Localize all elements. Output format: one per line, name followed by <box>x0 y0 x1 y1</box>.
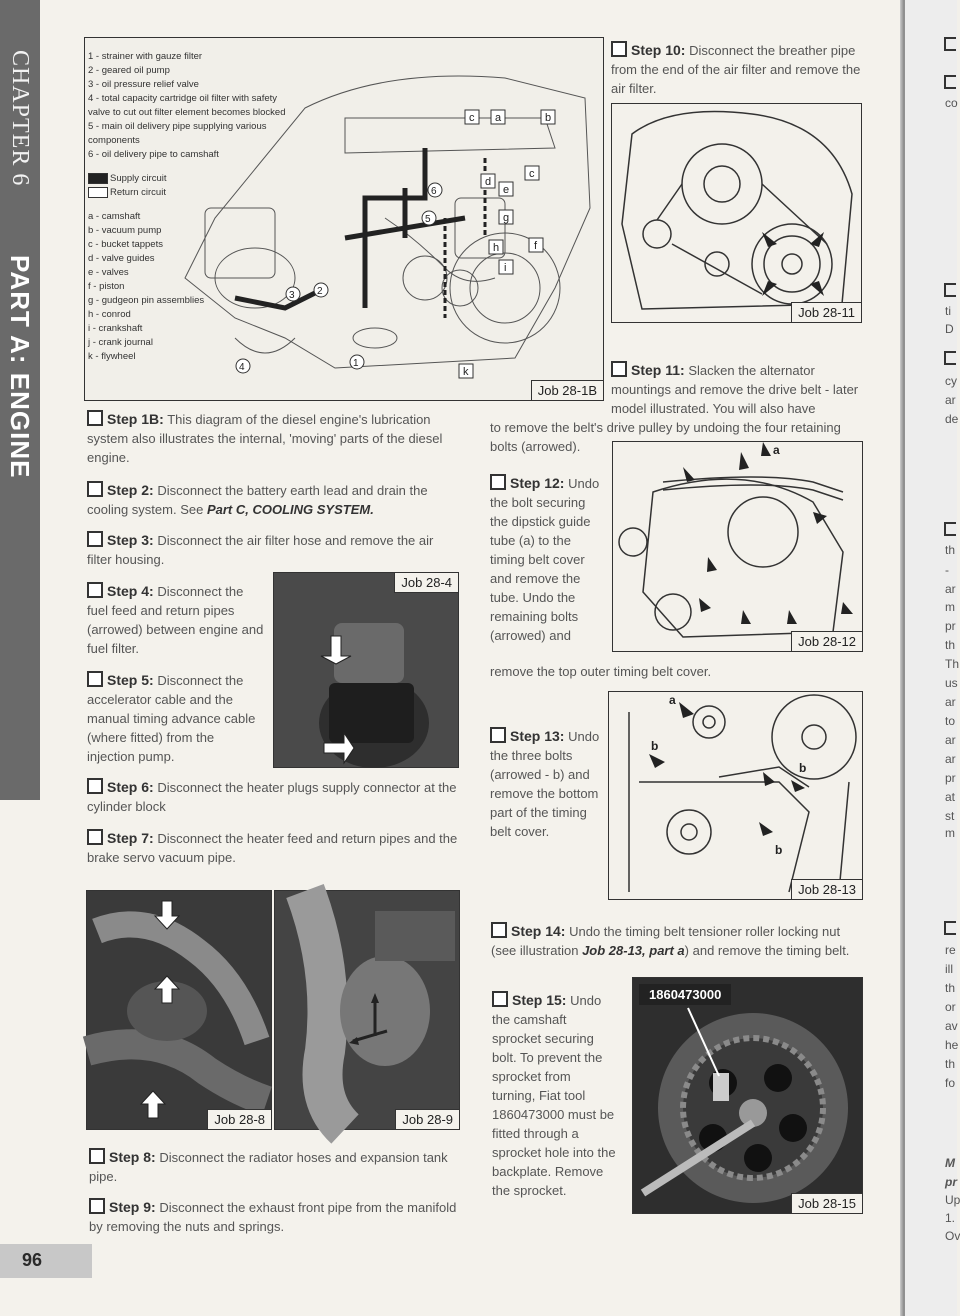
edge-fragment: pr <box>945 771 956 785</box>
callout-g: g <box>503 212 510 224</box>
edge-checkbox-icon <box>944 37 956 51</box>
checkbox-icon[interactable] <box>87 778 103 794</box>
camshaft-sprocket-photo <box>633 978 862 1213</box>
checkbox-icon[interactable] <box>611 361 627 377</box>
legend-item: 1 - strainer with gauze filter <box>88 51 203 62</box>
diagram-legend <box>88 50 298 364</box>
edge-checkbox-icon <box>944 351 956 365</box>
label-b: b <box>651 739 659 753</box>
step-11: Step 11: Slacken the alternator mountings and remove the drive belt - later model illustrated. You will also have <box>611 362 859 416</box>
edge-fragment: to <box>945 714 956 728</box>
checkbox-icon[interactable] <box>87 582 103 598</box>
step-10: Step 10: Disconnect the breather pipe from the end of the air filter and remove the air filter. <box>611 42 861 96</box>
checkbox-icon[interactable] <box>87 531 103 547</box>
callout-4: 4 <box>239 362 245 373</box>
figure-label-28-9: Job 28-9 <box>395 1109 459 1129</box>
label-a: a <box>669 693 676 707</box>
edge-checkbox-icon <box>944 921 956 935</box>
checkbox-icon[interactable] <box>492 991 508 1007</box>
step-4: Step 4: Disconnect the fuel feed and return pipes (arrowed) between engine and fuel filter. <box>87 583 264 656</box>
legend-item: c - bucket tappets <box>88 239 163 250</box>
legend-item: 6 - oil delivery pipe to camshaft <box>88 149 219 160</box>
callout-h: h <box>493 242 500 254</box>
checkbox-icon[interactable] <box>491 922 507 938</box>
edge-checkbox-icon <box>944 283 956 297</box>
figure-label-28-11: Job 28-11 <box>791 302 861 322</box>
figure-label-28-13: Job 28-13 <box>791 879 862 899</box>
step-7: Step 7: Disconnect the heater feed and return pipes and the brake servo vacuum pipe. <box>87 830 458 865</box>
edge-fragment: - <box>945 563 949 577</box>
checkbox-icon[interactable] <box>87 671 103 687</box>
page-number: 96 <box>22 1250 43 1270</box>
legend-item: 4 - total capacity cartridge oil filter with safety valve to cut out filter element becomes blocked <box>88 93 286 118</box>
edge-fragment: th <box>945 1057 956 1071</box>
diagram-28-11 <box>611 103 862 323</box>
photo-28-9 <box>274 890 460 1130</box>
legend-item: d - valve guides <box>88 253 155 264</box>
part-title: PART A: ENGINE <box>5 255 35 479</box>
legend-item: f - piston <box>88 281 125 292</box>
exhaust-manifold-photo <box>275 891 459 1129</box>
edge-fragment: th <box>945 543 956 557</box>
photo-28-15 <box>632 977 863 1214</box>
edge-checkbox-icon <box>944 522 956 536</box>
label-b: b <box>799 761 807 775</box>
legend-item: i - crankshaft <box>88 323 143 334</box>
callout-e: e <box>503 184 510 196</box>
step-12-continued: remove the top outer timing belt cover. <box>490 664 712 679</box>
chapter-title: CHAPTER 6 <box>7 50 33 187</box>
callout-a: a <box>495 112 502 124</box>
edge-fragment: he <box>945 1038 959 1052</box>
legend-item: b - vacuum pump <box>88 225 162 236</box>
edge-fragment: th <box>945 981 956 995</box>
legend-item: j - crank journal <box>88 337 153 348</box>
step-12: Step 12: Undo the bolt securing the dipstick guide tube (a) to the timing belt cover and remove the tube. Undo the remaining bolts (arrowed) and <box>490 475 600 643</box>
edge-fragment: th <box>945 638 956 652</box>
edge-fragment: ill <box>945 962 953 976</box>
checkbox-icon[interactable] <box>490 474 506 490</box>
legend-item: k - flywheel <box>88 351 136 362</box>
legend-item: a - camshaft <box>88 211 141 222</box>
edge-fragment: ar <box>945 733 956 747</box>
edge-fragment: pr <box>945 1175 957 1189</box>
timing-cover-drawing <box>613 442 862 651</box>
legend-item: h - conrod <box>88 309 131 320</box>
photo-28-4 <box>273 572 459 768</box>
callout-b: b <box>545 112 552 124</box>
edge-fragment: re <box>945 943 956 957</box>
diagram-28-13 <box>608 691 863 900</box>
photo-28-8 <box>86 890 272 1130</box>
step-14: Step 14: Undo the timing belt tensioner roller locking nut (see illustration Job 28-13, part a) and remove the timing belt. <box>491 923 850 958</box>
edge-fragment: m <box>945 600 955 614</box>
step-11-continued: to remove the belt's drive pulley by undoing the four retaining bolts (arrowed). <box>490 420 841 454</box>
edge-fragment: ar <box>945 582 956 596</box>
edge-fragment: ar <box>945 752 956 766</box>
edge-fragment: de <box>945 412 959 426</box>
step-3: Step 3: Disconnect the air filter hose and remove the air filter housing. <box>87 532 434 567</box>
edge-fragment: Th <box>945 657 960 671</box>
alternator-belt-drawing <box>612 104 861 322</box>
edge-fragment: M <box>945 1156 955 1170</box>
figure-label-28-4: Job 28-4 <box>394 573 458 593</box>
legend-item: g - gudgeon pin assemblies <box>88 295 205 306</box>
callout-1: 1 <box>353 358 359 369</box>
legend-return: Return circuit <box>88 186 298 200</box>
checkbox-icon[interactable] <box>87 829 103 845</box>
step-6: Step 6: Disconnect the heater plugs supply connector at the cylinder block <box>87 779 457 814</box>
edge-fragment: ti <box>945 304 951 318</box>
checkbox-icon[interactable] <box>490 727 506 743</box>
step-1b: Step 1B: This diagram of the diesel engine's lubrication system also illustrates the internal, 'moving' parts of the diesel engine. <box>87 411 443 465</box>
figure-label-28-8: Job 28-8 <box>207 1109 271 1129</box>
figure-label-28-1b: Job 28-1B <box>531 380 603 400</box>
callout-5: 5 <box>425 214 431 225</box>
edge-checkbox-icon <box>944 75 956 89</box>
edge-fragment: cy <box>945 374 957 388</box>
label-a: a <box>773 443 780 457</box>
checkbox-icon[interactable] <box>89 1148 105 1164</box>
callout-i: i <box>504 262 507 274</box>
step-8: Step 8: Disconnect the radiator hoses and expansion tank pipe. <box>89 1149 448 1184</box>
step-15: Step 15: Undo the camshaft sprocket securing bolt. To prevent the sprocket from turning, Fiat tool 1860473000 must be fitted through a sprocket hole into the backplate. Remove the sprocket. <box>492 992 616 1198</box>
callout-d: d <box>485 176 492 188</box>
callout-2: 2 <box>317 286 323 297</box>
edge-fragment: 1. <box>945 1211 956 1225</box>
edge-fragment: ar <box>945 393 956 407</box>
checkbox-icon[interactable] <box>87 410 103 426</box>
edge-fragment: or <box>945 1000 956 1014</box>
fuel-filter-photo <box>274 573 458 767</box>
callout-6: 6 <box>431 186 437 197</box>
edge-fragment: fo <box>945 1076 956 1090</box>
page-number-box <box>0 1244 92 1278</box>
legend-item: e - valves <box>88 267 129 278</box>
edge-fragment: pr <box>945 619 956 633</box>
step-2: Step 2: Disconnect the battery earth lead and drain the cooling system. See Part C, COOLING SYSTEM. <box>87 482 428 517</box>
legend-item: 5 - main oil delivery pipe supplying various components <box>88 121 267 146</box>
step-13: Step 13: Undo the three bolts (arrowed - b) and remove the bottom part of the timing belt cover. <box>490 728 600 839</box>
edge-fragment: co <box>945 96 958 110</box>
step-9: Step 9: Disconnect the exhaust front pipe from the manifold by removing the nuts and springs. <box>89 1199 457 1234</box>
radiator-hoses-photo <box>87 891 271 1129</box>
supply-swatch <box>88 173 108 184</box>
edge-fragment: m <box>945 826 955 840</box>
callout-c2: c <box>529 168 535 180</box>
edge-fragment: D <box>945 322 954 336</box>
checkbox-icon[interactable] <box>611 41 627 57</box>
label-b: b <box>775 843 783 857</box>
edge-fragment: ar <box>945 695 956 709</box>
legend-supply: Supply circuit <box>88 172 298 186</box>
step-5: Step 5: Disconnect the accelerator cable and the manual timing advance cable (where fitted) from the injection pump. <box>87 672 256 764</box>
edge-fragment: us <box>945 676 958 690</box>
edge-fragment: Ov <box>945 1229 960 1243</box>
edge-fragment: at <box>945 790 956 804</box>
edge-fragment: st <box>945 809 955 823</box>
edge-fragment: Up <box>945 1193 960 1207</box>
callout-f: f <box>534 240 538 252</box>
chapter-sidebar <box>0 0 40 800</box>
figure-label-28-12: Job 28-12 <box>791 631 862 651</box>
legend-item: 3 - oil pressure relief valve <box>88 79 199 90</box>
return-swatch <box>88 187 108 198</box>
legend-item: 2 - geared oil pump <box>88 65 170 76</box>
callout-3: 3 <box>289 290 295 301</box>
checkbox-icon[interactable] <box>87 481 103 497</box>
callout-k: k <box>463 366 469 378</box>
part-number-tag: 1860473000 <box>639 984 731 1005</box>
figure-label-28-15: Job 28-15 <box>791 1193 862 1213</box>
callout-c: c <box>469 112 475 124</box>
diagram-28-12 <box>612 441 863 652</box>
timing-belt-bottom-drawing <box>609 692 862 899</box>
checkbox-icon[interactable] <box>89 1198 105 1214</box>
edge-fragment: av <box>945 1019 958 1033</box>
